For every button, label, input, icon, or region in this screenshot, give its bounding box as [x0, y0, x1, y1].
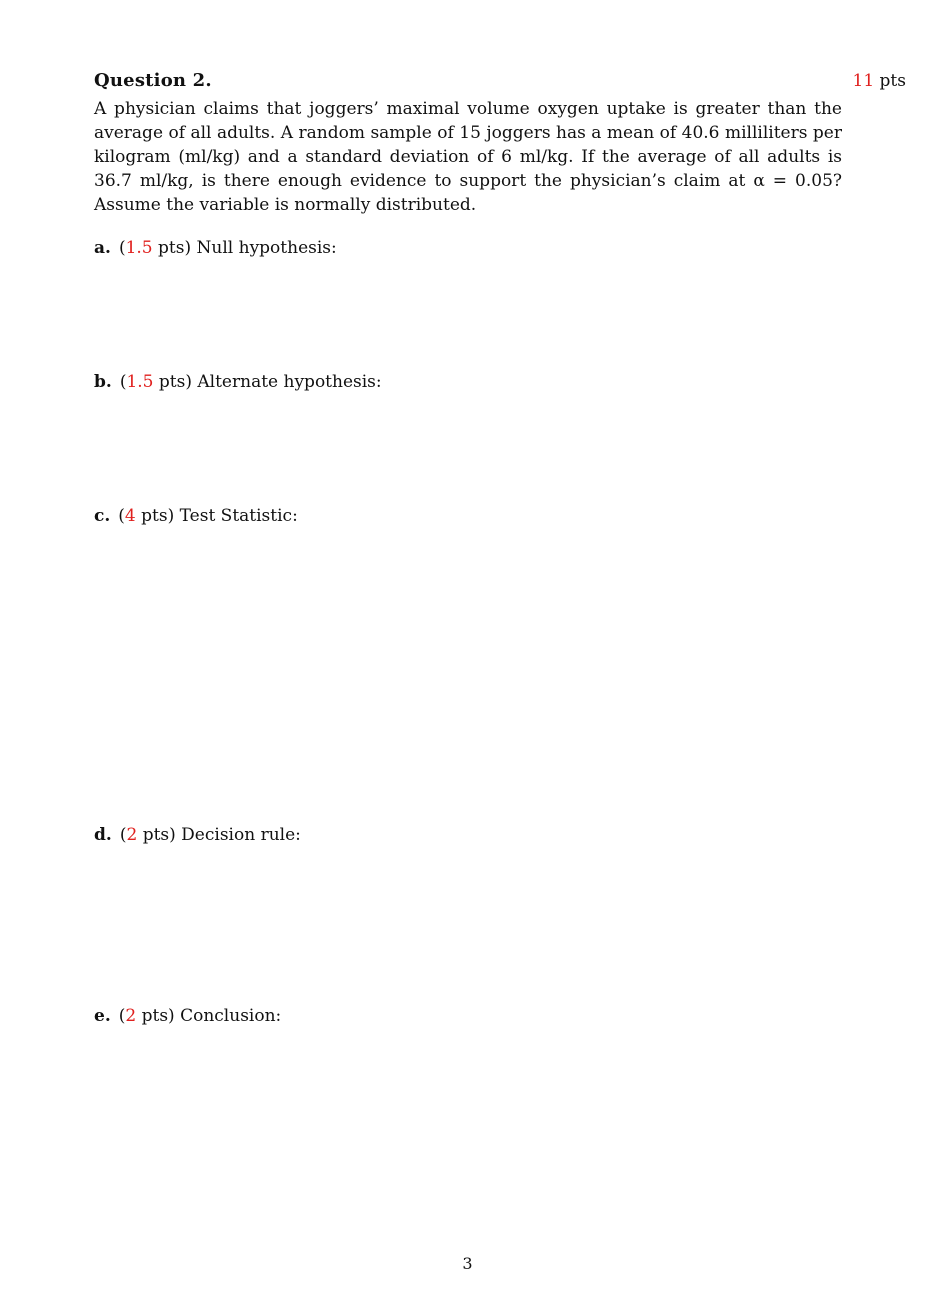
part-points-unit: pts) — [141, 506, 175, 526]
part-points-unit: pts) — [141, 1006, 175, 1026]
part-open-paren: ( — [119, 372, 127, 392]
part-e-conclusion — [94, 1006, 281, 1026]
part-points: 2 — [126, 825, 138, 845]
part-open-paren: ( — [118, 1006, 126, 1026]
part-open-paren: ( — [118, 238, 126, 258]
part-letter: d. — [94, 825, 112, 845]
part-b-alternate-hypothesis — [94, 372, 382, 392]
part-points-unit: pts) — [158, 238, 192, 258]
part-letter: c. — [94, 506, 111, 526]
part-label: Null hypothesis: — [196, 238, 337, 258]
part-points: 1.5 — [125, 238, 153, 258]
part-letter: b. — [94, 372, 112, 392]
part-label: Test Statistic: — [179, 506, 298, 526]
part-a-null-hypothesis — [94, 238, 337, 258]
question-body: A physician claims that joggers’ maximal volume oxygen uptake is greater than the average of all adults. A random sample of 15 joggers has a mean of 40.6 milliliters per kilogram (ml/kg) and a standard deviation of 6 ml/kg. If the average of all adults is 36.7 ml/kg, is there enough evidence to support the physician’s claim at α = 0.05? Assume the variable is normally distributed. — [94, 99, 842, 215]
part-points-unit: pts) — [142, 825, 176, 845]
part-points-unit: pts) — [158, 372, 192, 392]
part-open-paren: ( — [119, 825, 127, 845]
part-label: Alternate hypothesis: — [197, 372, 382, 392]
total-points-value: 11 — [852, 71, 875, 91]
part-points: 1.5 — [126, 372, 154, 392]
question-title: Question 2. — [94, 70, 212, 91]
part-points: 2 — [125, 1006, 137, 1026]
total-points-unit: pts — [879, 71, 906, 91]
part-letter: e. — [94, 1006, 111, 1026]
part-label: Conclusion: — [180, 1006, 282, 1026]
part-d-decision-rule — [94, 825, 301, 845]
part-c-test-statistic — [94, 506, 298, 526]
part-label: Decision rule: — [181, 825, 301, 845]
page-number: 3 — [462, 1254, 473, 1273]
part-letter: a. — [94, 238, 111, 258]
part-open-paren: ( — [118, 506, 125, 526]
question-total-points — [853, 71, 907, 91]
part-points: 4 — [124, 506, 136, 526]
